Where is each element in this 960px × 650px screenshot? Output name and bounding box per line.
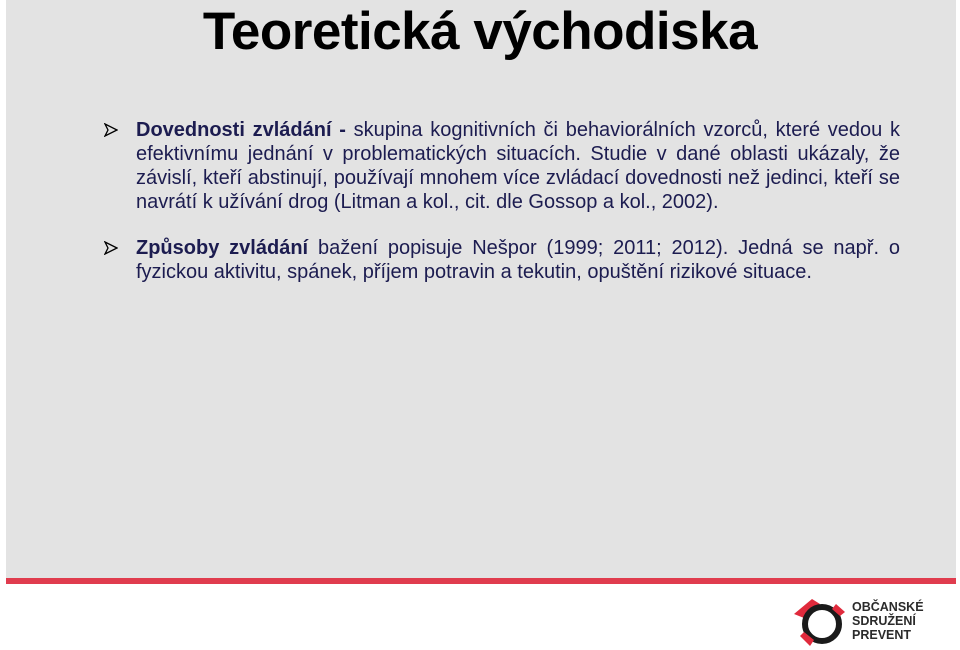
prevent-logo <box>790 596 930 648</box>
bullet-item-coping-skills <box>104 118 900 214</box>
bullet-text: skupina kognitivních či behaviorálních vzorců, které vedou k efektivnímu jednání v problematických situacích. Studie v dané oblasti ukázaly, že závislí, kteří abstinují, používají mnohem více zvládací dovednosti než jedinci, kteří se navrátí k užívání drog (Litman a kol., cit. dle Gossop a kol., 2002). <box>136 119 901 213</box>
red-accent-bar <box>6 578 956 584</box>
bullet-text: bažení popisuje Nešpor (1999; 2011; 2012). Jedná se např. o fyzickou aktivitu, spánek, příjem potravin a tekutin, opuštění rizikové situace. <box>136 237 900 283</box>
logo-line-1: OBČANSKÉ <box>852 600 924 614</box>
slide-title: Teoretická východiska <box>202 2 758 61</box>
bullet-list <box>104 118 900 306</box>
bullet-item-coping-methods <box>104 236 900 284</box>
arrowhead-bullet-icon <box>104 123 118 137</box>
prevent-ring-logo-icon <box>790 596 848 648</box>
bullet-term: Způsoby zvládání <box>136 237 309 259</box>
bullet-term: Dovednosti zvládání - <box>136 119 346 141</box>
logo-line-2: SDRUŽENÍ <box>852 614 916 628</box>
arrowhead-bullet-icon <box>104 241 118 255</box>
logo-wordmark <box>852 600 924 642</box>
logo-line-3: PREVENT <box>852 628 912 642</box>
